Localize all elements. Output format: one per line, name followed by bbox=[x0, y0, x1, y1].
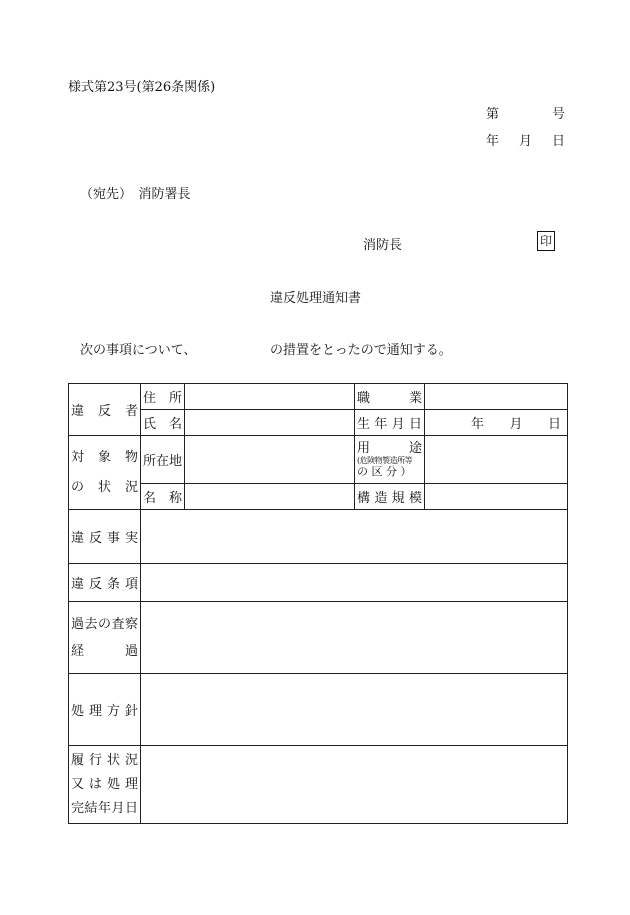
sender: 消防長 bbox=[363, 238, 403, 253]
form-number: 様式第23号(第26条関係) bbox=[68, 80, 216, 95]
dob-label: 生年月日 bbox=[355, 410, 425, 436]
dob-day-label: 日 bbox=[547, 417, 561, 432]
occupation-field[interactable] bbox=[425, 384, 568, 410]
occupation-label: 職業 bbox=[355, 384, 425, 410]
object-name-field[interactable] bbox=[185, 484, 355, 510]
dob-year-label: 年 bbox=[471, 417, 485, 432]
policy-label: 処理方針 bbox=[69, 674, 141, 746]
seal-stamp: 印 bbox=[537, 231, 555, 251]
object-name-label: 名称 bbox=[141, 484, 185, 510]
violation-clause-label: 違反条項 bbox=[69, 564, 141, 602]
policy-field[interactable] bbox=[141, 674, 568, 746]
use-label: 用途 (危険物製造所等 の 区 分 ） bbox=[355, 436, 425, 484]
compliance-field[interactable] bbox=[141, 746, 568, 824]
document-number-suffix: 号 bbox=[552, 107, 566, 122]
compliance-label: 履行状況 又は処理 完結年月日 bbox=[69, 746, 141, 824]
dob-month-label: 月 bbox=[509, 417, 523, 432]
past-inspection-label: 過去の査察 経過 bbox=[69, 602, 141, 674]
target-status-label: 対象物 の状況 bbox=[69, 436, 141, 510]
document-number-label: 第 bbox=[486, 107, 500, 122]
past-inspection-field[interactable] bbox=[141, 602, 568, 674]
violation-fact-label: 違反事実 bbox=[69, 510, 141, 564]
violation-fact-field[interactable] bbox=[141, 510, 568, 564]
name-label: 氏名 bbox=[141, 410, 185, 436]
body-text-part2: の措置をとったので通知する。 bbox=[270, 343, 452, 358]
date-month-label: 月 bbox=[519, 134, 533, 149]
dob-field[interactable] bbox=[425, 410, 568, 436]
date-year-label: 年 bbox=[486, 134, 500, 149]
location-label: 所在地 bbox=[141, 436, 185, 484]
violator-label: 違反者 bbox=[69, 384, 141, 436]
violation-table bbox=[68, 383, 568, 824]
name-field[interactable] bbox=[185, 410, 355, 436]
violation-clause-field[interactable] bbox=[141, 564, 568, 602]
address-label: 住所 bbox=[141, 384, 185, 410]
location-field[interactable] bbox=[185, 436, 355, 484]
date-day-label: 日 bbox=[552, 134, 566, 149]
structure-field[interactable] bbox=[425, 484, 568, 510]
recipient: （宛先） 消防署長 bbox=[80, 187, 191, 202]
structure-label: 構造規模 bbox=[355, 484, 425, 510]
use-field[interactable] bbox=[425, 436, 568, 484]
address-field[interactable] bbox=[185, 384, 355, 410]
document-title: 違反処理通知書 bbox=[270, 291, 362, 306]
body-text-part1: 次の事項について、 bbox=[80, 343, 197, 358]
